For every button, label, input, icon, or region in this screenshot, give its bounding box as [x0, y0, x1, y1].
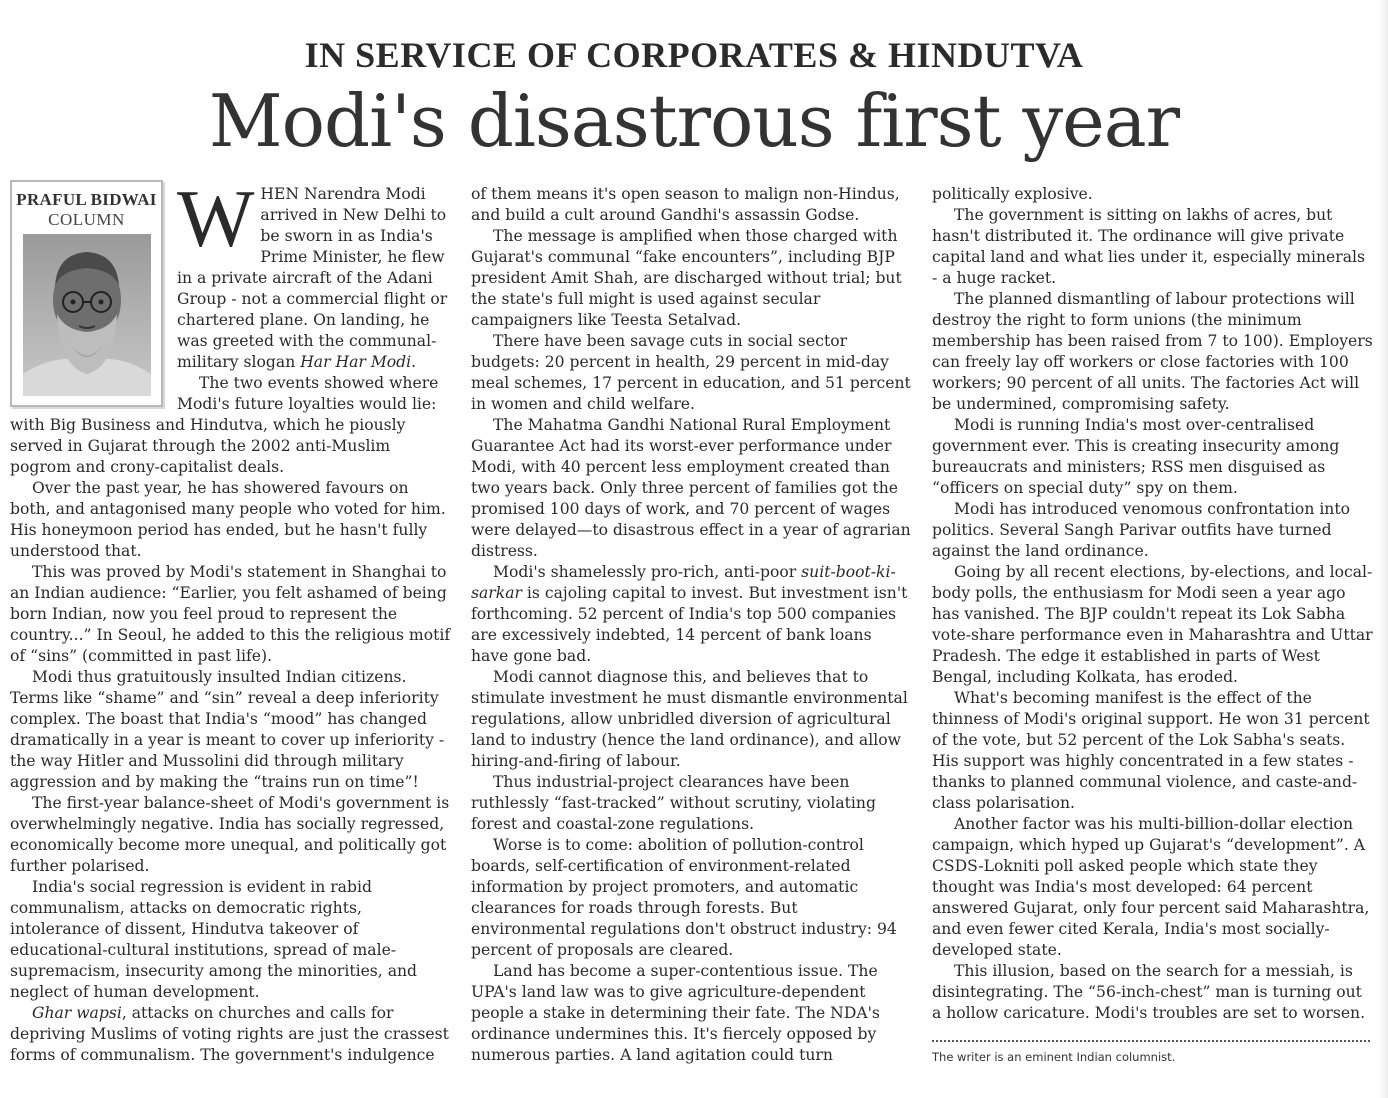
page-edge-shadow [1378, 0, 1388, 1098]
drop-cap: W [177, 173, 255, 264]
article-column-3 [932, 184, 1374, 1024]
paragraph: The government is sitting on lakhs of acres, but hasn't distributed it. The ordinance will give private capital land and what lies under it, especially minerals - a huge racket. [932, 206, 1365, 287]
paragraph: politically explosive. [932, 185, 1093, 203]
paragraph: The two events showed where Modi's future loyalties would lie: with Big Business and Hindutva, which he piously served in Gujarat through the 2002 anti-Muslim pogrom and crony-capitalist deals. [10, 374, 439, 476]
paragraph: The first-year balance-sheet of Modi's government is overwhelmingly negative. India has socially regressed, economically become more unequal, and politically got further polarised. [10, 794, 450, 875]
paragraph: Modi's shamelessly pro-rich, anti-poor suit-boot-ki-sarkar is cajoling capital to invest. But investment isn't forthcoming. 52 percent of India's top 500 companies are excessively indebted, 14 percent of bank loans have gone bad. [471, 563, 908, 665]
paragraph: This was proved by Modi's statement in Shanghai to an Indian audience: “Earlier, you felt ashamed of being born Indian, now you feel proud to represent the country...” In Seoul, he added to this the religious motif of “sins” (committed in past life). [10, 563, 451, 665]
paragraph: Over the past year, he has showered favours on both, and antagonised many people who voted for him. His honeymoon period has ended, but he hasn't fully understood that. [10, 479, 446, 560]
byline-box [10, 180, 163, 407]
byline-label: COLUMN [48, 210, 125, 229]
paragraph: There have been savage cuts in social sector budgets: 20 percent in health, 29 percent in mid-day meal schemes, 17 percent in education, and 51 percent in women and child welfare. [471, 332, 911, 413]
paragraph: What's becoming manifest is the effect of the thinness of Modi's original support. He won 31 percent of the vote, but 52 percent of the Lok Sabha's seats. His support was highly concentrated in a few states - thanks to planned communal violence, and caste-and-class polarisation. [932, 689, 1370, 812]
paragraph: Another factor was his multi-billion-dollar election campaign, which hyped up Gujarat's “development”. A CSDS-Lokniti poll asked people which state they thought was India's most developed: 64 percent answered Gujarat, only four percent said Maharashtra, and even fewer cited Kerala, India's most socially-developed state. [932, 815, 1370, 959]
headline: Modi's disastrous first year [208, 79, 1180, 163]
paragraph: Thus industrial-project clearances have been ruthlessly “fast-tracked” without scrutiny, violating forest and coastal-zone regulations. [471, 773, 876, 833]
paragraph: Going by all recent elections, by-elections, and local-body polls, the enthusiasm for Modi seen a year ago has vanished. The BJP couldn't repeat its Lok Sabha vote-share performance even in Maharashtra and Uttar Pradesh. The edge it established in parts of West Bengal, including Kolkata, has eroded. [932, 563, 1373, 686]
paragraph: of them means it's open season to malign non-Hindus, and build a cult around Gandhi's assassin Godse. [471, 185, 900, 224]
article-column-1 [10, 173, 453, 1066]
article-column-2 [471, 184, 911, 1066]
author-portrait [23, 234, 151, 396]
paragraph: Modi has introduced venomous confrontation into politics. Several Sangh Parivar outfits have turned against the land ordinance. [932, 500, 1351, 560]
paragraph: Land has become a super-contentious issue. The UPA's land law was to give agriculture-dependent people a stake in determining their fate. The NDA's ordinance undermines this. It's fiercely opposed by numerous parties. A land agitation could turn [471, 962, 880, 1064]
paragraph: Modi thus gratuitously insulted Indian citizens. Terms like “shame” and “sin” reveal a deep inferiority complex. The boast that India's “mood” has changed dramatically in a year is meant to cover up inferiority - the way Hitler and Mussolini did through military aggression and by making the “trains run on time”! [10, 668, 445, 791]
paragraph: WHEN Narendra Modi arrived in New Delhi to be sworn in as India's Prime Minister, he flew in a private aircraft of the Adani Group - not a commercial flight or chartered plane. On landing, he was greeted with the communal-military slogan Har Har Modi. [177, 173, 448, 371]
kicker-headline: IN SERVICE OF CORPORATES & HINDUTVA [304, 35, 1084, 75]
paragraph: Ghar wapsi, attacks on churches and calls for depriving Muslims of voting rights are just the crassest forms of communalism. The government's indulgence [10, 1004, 449, 1064]
byline-name: PRAFUL BIDWAI [16, 190, 157, 209]
paragraph: The message is amplified when those charged with Gujarat's communal “fake encounters”, including BJP president Amit Shah, are discharged without trial; but the state's full might is used against secular campaigners like Teesta Setalvad. [471, 227, 902, 329]
author-footnote: The writer is an eminent Indian columnist. [932, 1050, 1176, 1064]
paragraph: Modi is running India's most over-centralised government ever. This is creating insecurity among bureaucrats and ministers; RSS men disguised as “officers on special duty” spy on them. [932, 416, 1340, 497]
paragraph: This illusion, based on the search for a messiah, is disintegrating. The “56-inch-chest” man is turning out a hollow caricature. Modi's troubles are set to worsen. [932, 962, 1366, 1022]
paragraph: The Mahatma Gandhi National Rural Employment Guarantee Act had its worst-ever performance under Modi, with 40 percent less employment created than two years back. Only three percent of families got the promised 100 days of work, and 70 percent of wages were delayed—to disastrous effect in a year of agrarian distress. [471, 416, 911, 560]
paragraph: The planned dismantling of labour protections will destroy the right to form unions (the minimum membership has been raised from 7 to 100). Employers can freely lay off workers or close factories with 100 workers; 90 percent of all units. The factories Act will be undermined, compromising safety. [932, 290, 1373, 413]
paragraph: India's social regression is evident in rabid communalism, attacks on democratic rights, intolerance of dissent, Hindutva takeover of educational-cultural institutions, spread of male-supremacism, insecurity among the minorities, and neglect of human development. [10, 878, 418, 1001]
paragraph: Worse is to come: abolition of pollution-control boards, self-certification of environment-related information by project promoters, and automatic clearances for roads through forests. But environmental regulations don't obstruct industry: 94 percent of proposals are cleared. [471, 836, 897, 959]
paragraph: Modi cannot diagnose this, and believes that to stimulate investment he must dismantle environmental regulations, allow unbridled diversion of agricultural land to industry (hence the land ordinance), and allow hiring-and-firing of labour. [471, 668, 908, 770]
footnote-divider [932, 1040, 1370, 1042]
